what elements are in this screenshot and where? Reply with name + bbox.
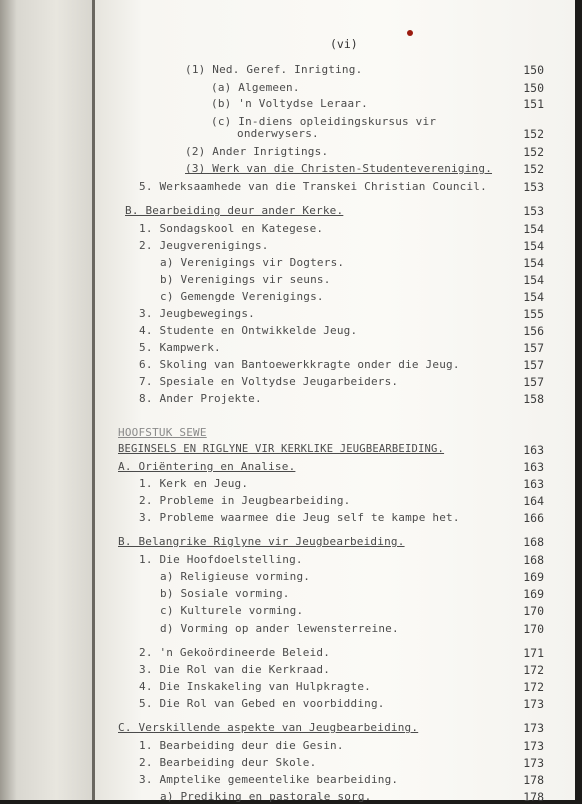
toc-page: 157 — [523, 341, 544, 355]
toc-page: 168 — [523, 535, 544, 549]
toc-page: 150 — [523, 63, 544, 77]
toc-page: 154 — [523, 239, 544, 253]
toc-page: 170 — [523, 622, 544, 636]
toc-page: 154 — [523, 222, 544, 236]
toc-entry: 2. Probleme in Jeugbearbeiding. — [139, 494, 351, 507]
toc-page: 173 — [523, 697, 544, 711]
toc-page: 154 — [523, 290, 544, 304]
toc-entry: 6. Skoling van Bantoewerkkragte onder die Jeug. — [139, 358, 460, 371]
toc-entry: (2) Ander Inrigtings. — [185, 145, 329, 158]
toc-entry: (c) In-diens opleidingskursus vir — [211, 115, 437, 128]
toc-page: 163 — [523, 460, 544, 474]
toc-page: 171 — [523, 646, 544, 660]
toc-entry: c) Kulturele vorming. — [160, 604, 304, 617]
toc-entry: 1. Bearbeiding deur die Gesin. — [139, 739, 344, 752]
toc-page: 173 — [523, 721, 544, 735]
toc-entry: onderwysers. — [237, 127, 319, 140]
toc-page: 151 — [523, 97, 544, 111]
toc-entry: 4. Studente en Ontwikkelde Jeug. — [139, 324, 358, 337]
toc-page: 152 — [523, 145, 544, 159]
toc-entry: c) Gemengde Verenigings. — [160, 290, 324, 303]
page-gutter — [92, 0, 95, 800]
toc-entry: 1. Kerk en Jeug. — [139, 477, 249, 490]
toc-page: 154 — [523, 256, 544, 270]
toc-entry: 2. Jeugverenigings. — [139, 239, 269, 252]
toc-entry: 3. Probleme waarmee die Jeug self te kampe het. — [139, 511, 460, 524]
toc-entry: 7. Spesiale en Voltydse Jeugarbeiders. — [139, 375, 399, 388]
toc-page: 155 — [523, 307, 544, 321]
toc-entry: (b) 'n Voltydse Leraar. — [211, 97, 368, 110]
toc-page: 152 — [523, 162, 544, 176]
facing-page-edge — [0, 0, 94, 800]
toc-entry: 3. Amptelike gemeentelike bearbeiding. — [139, 773, 399, 786]
toc-entry: d) Vorming op ander lewensterreine. — [160, 622, 399, 635]
toc-entry: 2. 'n Gekoördineerde Beleid. — [139, 646, 331, 659]
toc-entry: 5. Werksaamhede van die Transkei Christian Council. — [139, 180, 487, 193]
toc-entry: a) Prediking en pastorale sorg. — [160, 790, 372, 803]
toc-page: 150 — [523, 81, 544, 95]
toc-page: 152 — [523, 127, 544, 141]
toc-entry: b) Verenigings vir seuns. — [160, 273, 331, 286]
toc-page: 163 — [523, 443, 544, 457]
toc-entry: (1) Ned. Geref. Inrigting. — [185, 63, 363, 76]
toc-page: 178 — [523, 790, 544, 804]
toc-page: 173 — [523, 756, 544, 770]
toc-section-heading: B. Bearbeiding deur ander Kerke. — [125, 204, 344, 217]
toc-page: 157 — [523, 375, 544, 389]
toc-entry: (3) Werk van die Christen-Studentevereniging. — [185, 162, 493, 175]
toc-entry: 5. Die Rol van Gebed en voorbidding. — [139, 697, 385, 710]
toc-entry: 3. Die Rol van die Kerkraad. — [139, 663, 331, 676]
chapter-heading: HOOFSTUK SEWE — [118, 426, 207, 439]
toc-entry: 1. Sondagskool en Kategese. — [139, 222, 324, 235]
toc-page: 164 — [523, 494, 544, 508]
toc-page: 156 — [523, 324, 544, 338]
toc-page: 157 — [523, 358, 544, 372]
toc-section-heading: B. Belangrike Riglyne vir Jeugbearbeiding. — [118, 535, 405, 548]
page-number: (vi) — [330, 37, 358, 51]
toc-entry: 1. Die Hoofdoelstelling. — [139, 553, 303, 566]
toc-page: 170 — [523, 604, 544, 618]
toc-page: 153 — [523, 180, 544, 194]
toc-page: 169 — [523, 570, 544, 584]
toc-entry: a) Verenigings vir Dogters. — [160, 256, 345, 269]
toc-page: 153 — [523, 204, 544, 218]
toc-page: 172 — [523, 663, 544, 677]
toc-entry: (a) Algemeen. — [211, 81, 300, 94]
toc-page: 169 — [523, 587, 544, 601]
toc-page: 173 — [523, 739, 544, 753]
toc-page: 154 — [523, 273, 544, 287]
toc-entry: a) Religieuse vorming. — [160, 570, 311, 583]
toc-page: 166 — [523, 511, 544, 525]
toc-page: 172 — [523, 680, 544, 694]
toc-entry: b) Sosiale vorming. — [160, 587, 290, 600]
chapter-title: BEGINSELS EN RIGLYNE VIR KERKLIKE JEUGBEARBEIDING. — [118, 443, 445, 455]
toc-entry: 2. Bearbeiding deur Skole. — [139, 756, 317, 769]
toc-section-heading: C. Verskillende aspekte van Jeugbearbeiding. — [118, 721, 419, 734]
toc-page: 168 — [523, 553, 544, 567]
toc-entry: 5. Kampwerk. — [139, 341, 221, 354]
toc-page: 158 — [523, 392, 544, 406]
toc-entry: 3. Jeugbewegings. — [139, 307, 255, 320]
toc-entry: 4. Die Inskakeling van Hulpkragte. — [139, 680, 371, 693]
toc-entry: 8. Ander Projekte. — [139, 392, 262, 405]
toc-section-heading: A. Oriëntering en Analise. — [118, 460, 296, 473]
toc-page: 178 — [523, 773, 544, 787]
red-ink-mark — [407, 30, 413, 36]
toc-page: 163 — [523, 477, 544, 491]
